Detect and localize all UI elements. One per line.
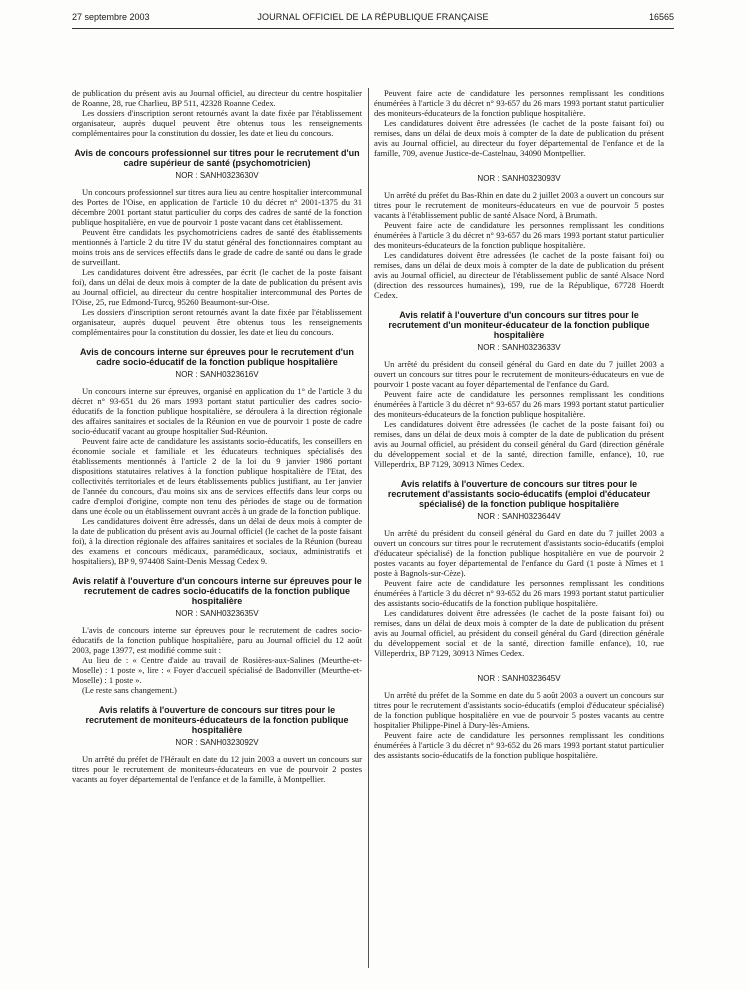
nor-reference: NOR : SANH0323633V — [477, 343, 561, 352]
paragraph: Les candidatures doivent être adressées, par écrit (le cachet de la poste faisant foi), dans un délai de deux mois à compter de la date de publication du présent avis au Journal officiel, au directeur du centre hospitalier intercommunal des Portes de l'Oise, 25, rue Edmond-Turcq, 95260 Beaumont-sur-Oise. — [72, 267, 362, 307]
nor-reference: NOR : SANH0323635V — [175, 609, 259, 618]
paragraph: Un concours professionnel sur titres aura lieu au centre hospitalier intercommunal des Portes de l'Oise, en application de l'article 10 du décret n° 2001-1375 du 31 décembre 2001 portant statut particulier du corps des cadres de santé de la fonction publique hospitalière, en vue de pourvoir 1 poste vacant dans cet établissement. — [72, 187, 362, 227]
notice-title: Avis relatifs à l'ouverture de concours sur titres pour le recrutement d'assistants socio-éducatifs (emploi d'éducateur spécialisé) de la fonction publique hospitalière — [387, 479, 651, 509]
notice-title: Avis relatif à l'ouverture d'un concours sur titres pour le recrutement d'un moniteur-éducateur de la fonction publique hospitalière — [388, 310, 650, 340]
paragraph: L'avis de concours interne sur épreuves pour le recrutement de cadres socio-éducatifs de la fonction publique hospitalière, paru au Journal officiel du 12 août 2003, page 13977, est modifié comme suit : — [72, 625, 362, 655]
paragraph: Peuvent faire acte de candidature les personnes remplissant les conditions énumérées à l'article 3 du décret n° 93-657 du 26 mars 1993 portant statut particulier des moniteurs-éducateurs de la fonction publique hospitalière. — [374, 389, 664, 419]
nor-reference: NOR : SANH0323630V — [175, 171, 259, 180]
paragraph: Peuvent faire acte de candidature les assistants socio-éducatifs, les conseillers en économie sociale et familiale et les éducateurs techniques spécialisés des établissements mentionnés à l'article 2 de la loi du 9 janvier 1986 portant dispositions statutaires relatives à la fonction publique hospitalière de l'Etat, des collectivités territoriales et de leurs établissements publics justifiant, au 1er janvier de l'année du concours, d'au moins six ans de services effectifs dans leur corps ou cadre d'emploi d'origine, compte non tenu des périodes de stage ou de formation dans une école ou un établissement ouvrant accès à un grade de la fonction publique. — [72, 436, 362, 516]
paragraph: Au lieu de : « Centre d'aide au travail de Rosières-aux-Salines (Meurthe-et-Moselle) : 1 poste », lire : « Foyer d'accueil spécialisé de Badonviller (Meurthe-et-Moselle) : 1 poste ». — [72, 655, 362, 685]
notice-title: Avis relatif à l'ouverture d'un concours interne sur épreuves pour le recrutement de cadres socio-éducatifs de la fonction publique hospitalière — [72, 576, 362, 606]
paragraph: de publication du présent avis au Journal officiel, au directeur du centre hospitalier de Roanne, 28, rue Charlieu, BP 511, 42328 Roanne Cedex. — [72, 88, 362, 108]
paragraph: Les candidatures doivent être adressées (le cachet de la poste faisant foi) ou remises, dans un délai de deux mois à compter de la date de publication du présent avis au Journal officiel, au directeur du foyer départemental de l'enfance et de la famille, 709, avenue Justice-de-Castelnau, 34090 Montpellier. — [374, 118, 664, 158]
paragraph: Peuvent faire acte de candidature les personnes remplissant les conditions énumérées à l'article 3 du décret n° 93-652 du 26 mars 1993 portant statut particulier des assistants socio-éducatifs de la fonction publique hospitalière. — [374, 730, 664, 760]
paragraph: Peuvent faire acte de candidature les personnes remplissant les conditions énumérées à l'article 3 du décret n° 93-652 du 26 mars 1993 portant statut particulier des assistants socio-éducatifs de la fonction publique hospitalière. — [374, 578, 664, 608]
nor-reference: NOR : SANH0323616V — [175, 370, 259, 379]
paragraph: Un arrêté du président du conseil général du Gard en date du 7 juillet 2003 a ouvert un concours sur titres pour le recrutement d'assistants socio-éducatifs (emploi d'éducateur spécialisé) de la fonction publique hospitalière en vue de pourvoir 2 postes vacants au foyer départemental de l'enfance du Gard (1 poste à Nîmes et 1 poste à Bagnols-sur-Cèze). — [374, 528, 664, 578]
notice-title: Avis relatifs à l'ouverture de concours sur titres pour le recrutement de moniteurs-éducateurs de la fonction publique hospitalière — [85, 705, 349, 735]
paragraph: (Le reste sans changement.) — [82, 685, 177, 695]
page-number: 16565 — [648, 12, 674, 22]
paragraph: Un arrêté du président du conseil général du Gard en date du 7 juillet 2003 a ouvert un concours sur titres pour le recrutement de moniteurs-éducateurs en vue de pourvoir 1 poste vacant au foyer départemental de l'enfance du Gard. — [374, 359, 664, 389]
paragraph: Les dossiers d'inscription seront retournés avant la date fixée par l'établissement organisateur, auprès duquel peuvent être obtenus tous les renseignements complémentaires pour la constitution du dossier, les date et lieu du concours. — [72, 307, 362, 337]
column-divider — [368, 88, 369, 968]
paragraph: Les candidatures doivent être adressées (le cachet de la poste faisant foi) ou remises, dans un délai de deux mois à compter de la date de publication du présent avis au Journal officiel, au directeur de l'établissement public de santé Alsace Nord (direction des ressources humaines), 199, rue de la République, 67728 Hoerdt Cedex. — [374, 250, 664, 300]
paragraph: Peuvent faire acte de candidature les personnes remplissant les conditions énumérées à l'article 3 du décret n° 93-657 du 26 mars 1993 portant statut particulier des moniteurs-éducateurs de la fonction publique hospitalière. — [374, 220, 664, 250]
header-date: 27 septembre 2003 — [72, 12, 150, 22]
right-column — [374, 88, 664, 760]
paragraph: Les candidatures doivent être adressés, dans un délai de deux mois à compter de la date de publication du présent avis au Journal officiel (le cachet de la poste faisant foi), à la direction régionale des affaires sanitaires et sociales de la Réunion (bureau des examens et concours médicaux, paramédicaux, sociaux, administratifs et hospitaliers), BP 9, 974408 Saint-Denis Messag Cedex 9. — [72, 516, 362, 566]
nor-reference: NOR : SANH0323093V — [477, 174, 561, 183]
page-header — [72, 12, 674, 26]
nor-reference: NOR : SANH0323645V — [477, 674, 561, 683]
paragraph: Les candidatures doivent être adressées (le cachet de la poste faisant foi) ou remises, dans un délai de deux mois à compter de la date de publication du présent avis au Journal officiel, au président du conseil général du Gard (direction générale du développement social et de la santé, direction famille, enfance), 10, rue Villeperdrix, BP 7129, 30913 Nîmes Cedex. — [374, 419, 664, 469]
paragraph: Un arrêté du préfet de la Somme en date du 5 août 2003 a ouvert un concours sur titres pour le recrutement d'assistants socio-éducatifs (emploi d'éducateur spécialisé) de la fonction publique hospitalière en vue de pourvoir 5 postes vacants au centre hospitalier Philippe-Pinel à Dury-lès-Amiens. — [374, 690, 664, 730]
paragraph: Peuvent faire acte de candidature les personnes remplissant les conditions énumérées à l'article 3 du décret n° 93-657 du 26 mars 1993 portant statut particulier des moniteurs-éducateurs de la fonction publique hospitalière. — [374, 88, 664, 118]
paragraph: Un arrêté du préfet du Bas-Rhin en date du 2 juillet 2003 a ouvert un concours sur titres pour le recrutement de moniteurs-éducateurs en vue de pourvoir 5 postes vacants à l'établissement public de santé Alsace Nord, à Brumath. — [374, 190, 664, 220]
left-column — [72, 88, 362, 784]
notice-title: Avis de concours interne sur épreuves pour le recrutement d'un cadre socio-éducatif de la fonction publique hospitalière — [80, 347, 354, 367]
paragraph: Peuvent être candidats les psychomotriciens cadres de santé des établissements mentionnés à l'article 2 du titre IV du statut général des fonctionnaires comptant au moins trois ans de services effectifs dans le grade de cadre de santé ou dans le grade de surveillant. — [72, 227, 362, 267]
paragraph: Les candidatures doivent être adressées (le cachet de la poste faisant foi) ou remises, dans un délai de deux mois à compter de la date de publication du présent avis au Journal officiel, au président du conseil général du Gard (direction générale du développement social et de la santé, direction famille enfance), 10, rue Villeperdrix, BP 7129, 30913 Nîmes Cedex. — [374, 608, 664, 658]
paragraph: Un arrêté du préfet de l'Hérault en date du 12 juin 2003 a ouvert un concours sur titres pour le recrutement de moniteurs-éducateurs en vue de pourvoir 2 postes vacants au foyer départemental de l'enfance et de la famille, à Montpellier. — [72, 754, 362, 784]
header-rule — [72, 28, 674, 29]
nor-reference: NOR : SANH0323092V — [175, 738, 259, 747]
paragraph: Un concours interne sur épreuves, organisé en application du 1° de l'article 3 du décret n° 93-651 du 26 mars 1993 portant statut particulier des cadres socio-éducatifs de la fonction publique hospitalière, se déroulera à la direction régionale des affaires sanitaires et sociales de la Réunion en vue de pourvoir 1 poste de cadre socio-éducatif vacant au groupe hospitalier Sud-Réunion. — [72, 386, 362, 436]
notice-title: Avis de concours professionnel sur titres pour le recrutement d'un cadre supérieur de santé (psychomotricien) — [74, 148, 360, 168]
paragraph: Les dossiers d'inscription seront retournés avant la date fixée par l'établissement organisateur, auprès duquel peuvent être obtenus tous les renseignements complémentaires pour la constitution du dossier, les date et lieu du concours. — [72, 108, 362, 138]
nor-reference: NOR : SANH0323644V — [477, 512, 561, 521]
journal-title: JOURNAL OFFICIEL DE LA RÉPUBLIQUE FRANÇAISE — [257, 12, 489, 22]
